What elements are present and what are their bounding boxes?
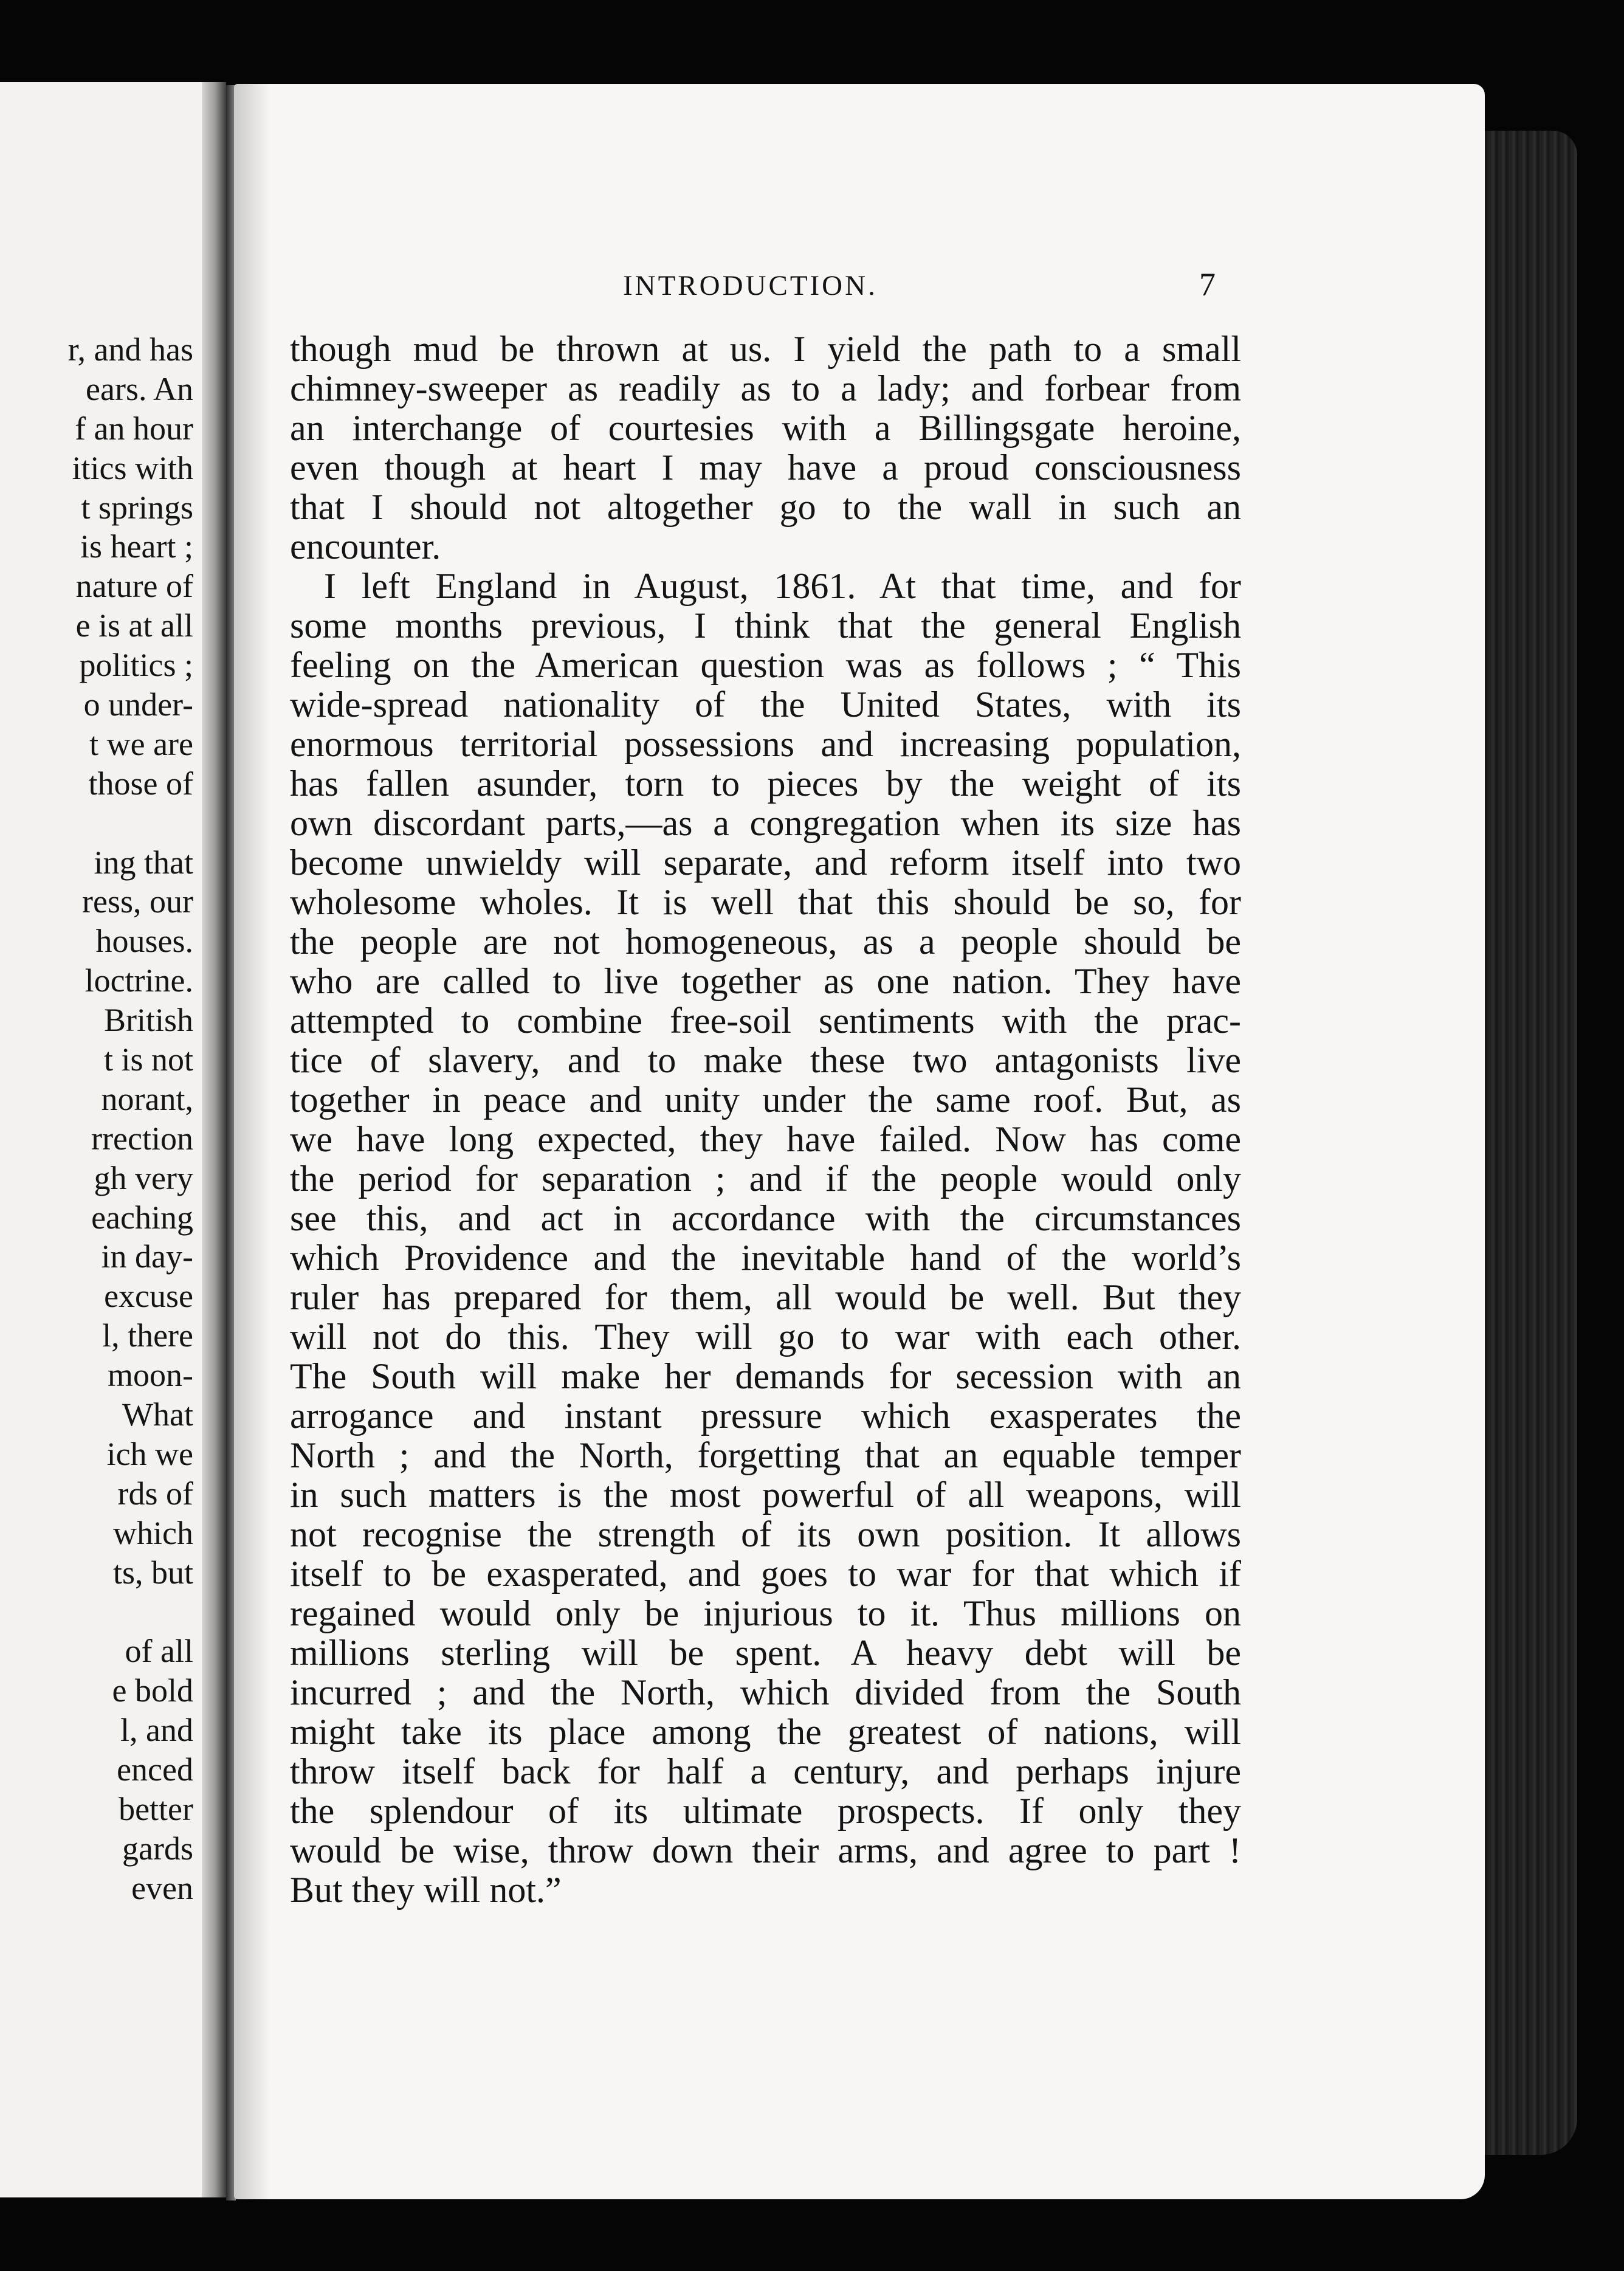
text-line: see this, and act in accordance with the circumstances [290, 1198, 1241, 1238]
text-line: itself to be exasperated, and goes to war for that which if [290, 1554, 1241, 1594]
left-page-line: rrection [91, 1120, 193, 1157]
left-page-line: ears. An [86, 370, 193, 407]
right-page [234, 84, 1485, 2199]
page-number: 7 [1199, 266, 1216, 303]
left-page-line: which [113, 1514, 193, 1551]
text-line: some months previous, I think that the general English [290, 605, 1241, 646]
left-page-line: ts, but [112, 1554, 193, 1591]
text-line: North ; and the North, forgetting that an equable temper [290, 1435, 1241, 1475]
left-page-line: t springs [81, 489, 193, 526]
text-line: we have long expected, they have failed. Now has come [290, 1119, 1241, 1159]
left-page-line: f an hour [75, 410, 193, 447]
left-facing-page [0, 82, 226, 2197]
text-line: enormous territorial possessions and increasing population, [290, 724, 1241, 764]
left-page-gutter [202, 82, 226, 2197]
text-line: would be wise, throw down their arms, and agree to part ! [290, 1830, 1241, 1870]
left-page-line: moon- [108, 1357, 193, 1394]
text-line: chimney-sweeper as readily as to a lady; and forbear from [290, 368, 1241, 408]
text-line: the splendour of its ultimate prospects. If only they [290, 1791, 1241, 1831]
left-page-line: in day- [101, 1238, 193, 1275]
text-line: arrogance and instant pressure which exasperates the [290, 1396, 1241, 1436]
left-page-line: r, and has [67, 331, 193, 368]
text-line: throw itself back for half a century, and perhaps injure [290, 1751, 1241, 1791]
left-page-line: politics ; [79, 647, 193, 684]
text-line: But they will not.” [290, 1870, 562, 1910]
text-line: which Providence and the inevitable hand of the world’s [290, 1238, 1241, 1278]
left-page-text [0, 330, 193, 1908]
text-line: I left England in August, 1861. At that time, and for [324, 566, 1241, 606]
left-page-line: enced [117, 1751, 193, 1788]
left-page-line: norant, [101, 1080, 193, 1117]
text-line: millions sterling will be spent. A heavy debt will be [290, 1633, 1241, 1673]
text-line: might take its place among the greatest of nations, will [290, 1712, 1241, 1752]
text-line: together in peace and unity under the same roof. But, as [290, 1080, 1241, 1120]
left-page-line: British [103, 1002, 193, 1039]
text-line: The South will make her demands for secession with an [290, 1356, 1241, 1396]
text-line: encounter. [290, 526, 441, 567]
left-page-line: ing that [94, 844, 193, 881]
running-title: INTRODUCTION. [623, 270, 878, 302]
left-page-line: gh very [94, 1159, 193, 1196]
left-page-line: e is at all [75, 607, 193, 644]
text-line: that I should not altogether go to the wall in such an [290, 487, 1241, 527]
left-page-line: o under- [83, 686, 193, 723]
left-page-paragraph-gap [0, 804, 193, 843]
text-line: an interchange of courtesies with a Billingsgate heroine, [290, 408, 1241, 448]
text-line: the people are not homogeneous, as a people should be [290, 922, 1241, 962]
left-page-line: houses. [95, 923, 193, 960]
left-page-line: eaching [91, 1199, 193, 1236]
left-page-paragraph-gap [0, 1593, 193, 1632]
left-page-line: better [119, 1790, 193, 1827]
text-line: has fallen asunder, torn to pieces by the weight of its [290, 763, 1241, 804]
left-page-line: of all [125, 1633, 193, 1670]
text-line: wholesome wholes. It is well that this should be so, for [290, 882, 1241, 922]
running-head [234, 266, 1485, 312]
text-line: in such matters is the most powerful of all weapons, will [290, 1475, 1241, 1515]
left-page-line: t is not [103, 1041, 193, 1078]
text-line: feeling on the American question was as follows ; “ This [290, 645, 1241, 685]
left-page-line: nature of [75, 568, 193, 605]
left-page-line: those of [88, 765, 193, 802]
text-line: who are called to live together as one nation. They have [290, 961, 1241, 1001]
text-line: ruler has prepared for them, all would be well. But they [290, 1277, 1241, 1317]
text-line: wide-spread nationality of the United States, with its [290, 684, 1241, 725]
left-page-line: even [131, 1869, 193, 1906]
left-page-line: t we are [89, 725, 193, 762]
text-line: the period for separation ; and if the people would only [290, 1159, 1241, 1199]
text-line: though mud be thrown at us. I yield the path to a small [290, 329, 1241, 369]
text-line: tice of slavery, and to make these two antagonists live [290, 1040, 1241, 1080]
left-page-line: l, there [102, 1317, 193, 1354]
left-page-line: excuse [104, 1278, 193, 1315]
left-page-line: ress, our [82, 883, 193, 920]
left-page-line: gards [122, 1830, 193, 1867]
text-line: incurred ; and the North, which divided from the South [290, 1672, 1241, 1712]
right-page-gutter-shadow [234, 84, 270, 2199]
text-line: regained would only be injurious to it. Thus millions on [290, 1593, 1241, 1633]
text-line: own discordant parts,—as a congregation when its size has [290, 803, 1241, 843]
left-page-line: rds of [117, 1475, 193, 1512]
text-line: attempted to combine free-soil sentiments with the prac- [290, 1001, 1241, 1041]
text-line: even though at heart I may have a proud consciousness [290, 447, 1241, 488]
text-line: not recognise the strength of its own position. It allows [290, 1514, 1241, 1554]
left-page-line: loctrine. [84, 962, 193, 999]
left-page-line: ich we [106, 1435, 193, 1472]
left-page-line: What [122, 1396, 193, 1433]
left-page-line: is heart ; [80, 528, 193, 565]
left-page-line: itics with [72, 449, 193, 486]
left-page-line: l, and [120, 1712, 193, 1749]
left-page-line: e bold [112, 1672, 193, 1709]
text-line: become unwieldy will separate, and reform itself into two [290, 843, 1241, 883]
body-text [290, 329, 1241, 1910]
text-line: will not do this. They will go to war with each other. [290, 1317, 1241, 1357]
